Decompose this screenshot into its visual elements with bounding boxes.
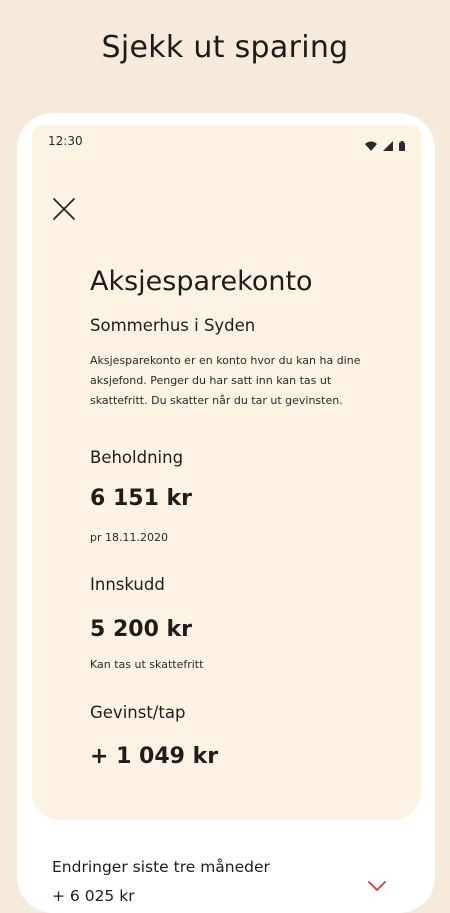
status-bar <box>32 125 421 155</box>
deposit-note: Kan tas ut skattefritt <box>90 658 204 671</box>
phone-screen <box>17 113 435 913</box>
chevron-down-icon[interactable] <box>367 878 387 892</box>
holdings-amount: 6 151 kr <box>90 486 193 511</box>
status-icons <box>365 136 405 155</box>
account-description: Aksjesparekonto er en konto hvor du kan ha dine aksjefond. Penger du har satt inn kan tas ut skattefritt. Du skatter når du tar ut gevinsten. <box>90 354 361 407</box>
changes-label: Endringer siste tre måneder <box>52 858 270 876</box>
account-title: Aksjesparekonto <box>90 266 313 297</box>
status-time: 12:30 <box>48 134 83 148</box>
wifi-icon <box>365 136 377 155</box>
holdings-label: Beholdning <box>90 448 184 467</box>
deposit-amount: 5 200 kr <box>90 617 193 642</box>
cellular-signal-icon <box>383 136 393 155</box>
close-icon[interactable] <box>50 195 78 223</box>
battery-icon <box>399 136 405 155</box>
holdings-date: pr 18.11.2020 <box>90 531 168 544</box>
changes-amount: + 6 025 kr <box>52 887 135 905</box>
account-subtitle: Sommerhus i Syden <box>90 316 256 335</box>
deposit-label: Innskudd <box>90 575 165 594</box>
gain-amount: + 1 049 kr <box>90 744 219 769</box>
marketing-headline: Sjekk ut sparing <box>101 30 349 65</box>
gain-label: Gevinst/tap <box>90 703 186 722</box>
account-card <box>32 125 421 820</box>
